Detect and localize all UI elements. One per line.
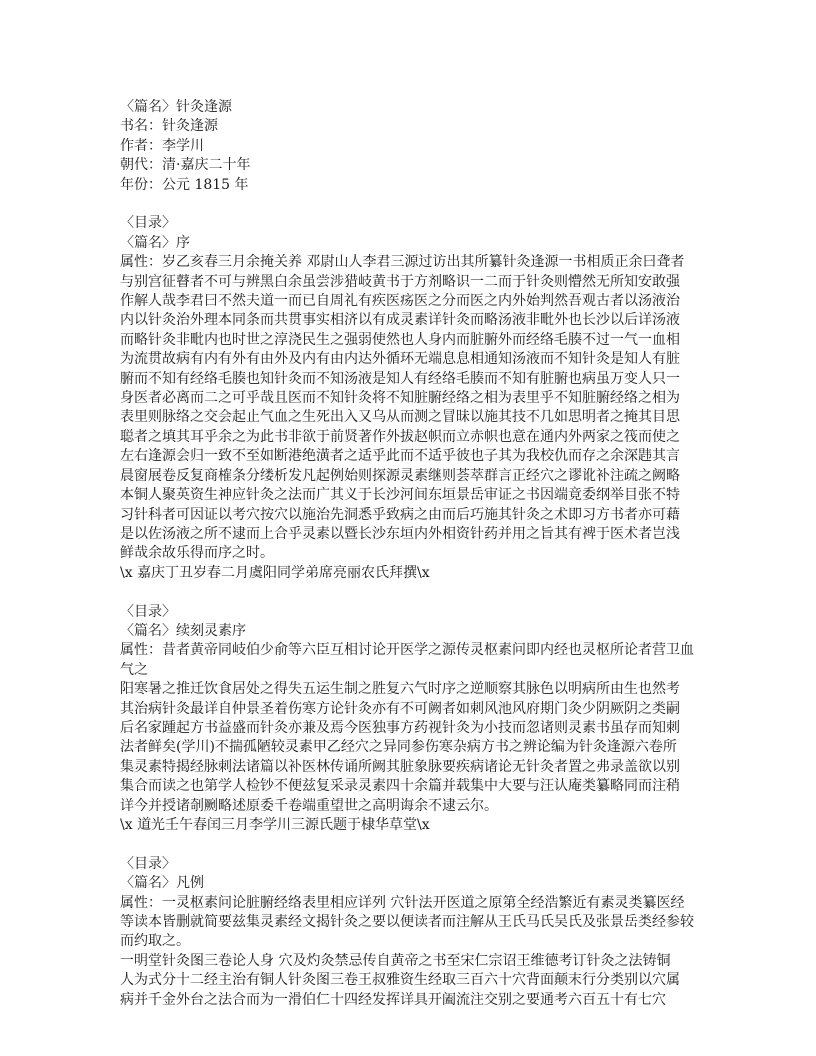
text-line: 一明堂针灸图三卷论人身 穴及灼灸禁忌传自黄帝之书至宋仁宗诏王维德考订针灸之法铸铜 xyxy=(120,952,671,969)
document-page xyxy=(120,98,700,1010)
toc-marker: 〈目录〉 xyxy=(120,215,176,232)
text-line: 集合而读之也第学人检钞不便兹复采录灵素四十余篇并载集中大要与汪认庵类纂略同而注稍 xyxy=(120,778,680,795)
text-line: 人为式分十二经主治有铜人针灸图三卷王叔雅资生经取三百六十穴背面颠末行分类别以穴属 xyxy=(120,972,680,989)
text-line: 是以佐汤液之所不逮而上合乎灵素以暨长沙东垣内外相资针药并用之旨其有裨于医术者岂浅 xyxy=(120,525,680,542)
text-line: 习针科者可因证以考穴按穴以施治先洞悉乎致病之由而后巧施其针灸之术即习方书者亦可藉 xyxy=(120,506,680,523)
text-line: 内以针灸治外理本同条而共贯事实相济以有成灵素详针灸而略汤液非毗外也长沙以后详汤液 xyxy=(120,312,680,329)
text-line: 病并千金外台之法合而为一滑伯仁十四经发挥详具开阖流注交别之要通考六百五十有七穴 xyxy=(120,991,666,1008)
section-preface xyxy=(120,214,700,583)
chapter-title: 〈篇名〉续刻灵素序 xyxy=(120,622,246,639)
signature: \x 道光壬午春闰三月李学川三源氏题于棣华草堂\x xyxy=(120,817,430,833)
text-line: 左右逢源会归一致不至如断港绝潢者之适乎此而不适乎彼也子其为我校仇而存之余深韪其言 xyxy=(120,448,680,465)
text-line: 属性：岁乙亥春三月余掩关养 邓尉山人李君三源过访出其所纂针灸逢源一书相质正余曰聋者 xyxy=(120,254,685,271)
text-line: 表里则脉络之交会起止气血之生死出入又乌从而测之冒昧以施其技不几如思明者之掩其目思 xyxy=(120,409,680,426)
chapter-title: 〈篇名〉序 xyxy=(120,234,190,251)
text-line: 晨窗展卷反复商榷条分缕析发凡起例始则探源灵素继则荟萃群言正经穴之谬讹补注疏之阙略 xyxy=(120,467,680,484)
chapter-title: 〈篇名〉凡例 xyxy=(120,875,204,892)
text-line: 作解人哉李君曰不然夫道一而已自周礼有疾医疡医之分而医之内外始判然吾观古者以汤液治 xyxy=(120,293,680,310)
text-line: 等读本皆删就简要兹集灵素经文揭针灸之要以便读者而注解从王氏马氏吴氏及张景岳类经参较 xyxy=(120,914,694,931)
document-header xyxy=(120,98,700,195)
text-line: 阳寒暑之推迁饮食居处之得失五运生制之胜复六气时序之逆顺察其脉色以明病所由生也然考 xyxy=(120,681,680,698)
year: 年份：公元 1815 年 xyxy=(120,176,249,193)
text-line: 属性：昔者黄帝同岐伯少俞等六臣互相讨论开医学之源传灵枢素问即内经也灵枢所论者营卫血 xyxy=(120,642,694,659)
text-line: 后名家踵起方书益盛而针灸亦兼及焉今医独事方药视针灸为小技而忽诸则灵素书虽存而知刺 xyxy=(120,719,680,736)
text-line: 法者鲜矣(学川)不揣孤陋较灵素甲乙经穴之异同参伤寒杂病方书之辨论编为针灸逢源六卷所 xyxy=(120,739,677,756)
text-line: 与别宫征瞽者不可与辨黑白余虽尝涉猎岐黄书于方剂略识一二而于针灸则懵然无所知安敢强 xyxy=(120,273,680,290)
dynasty: 朝代：清·嘉庆二十年 xyxy=(120,157,251,174)
text-line: 聪者之填其耳乎余之为此书非欲于前贤著作外拔赵帜而立赤帜也意在通内外两家之筏而使之 xyxy=(120,428,680,445)
spacer xyxy=(120,835,700,854)
toc-marker: 〈目录〉 xyxy=(120,603,176,620)
text-line: 而约取之。 xyxy=(120,933,190,950)
text-line: 其治病针灸最详自仲景圣着伤寒方论针灸亦有不可阙者如刺风池风府期门灸少阴厥阴之类嗣 xyxy=(120,700,680,717)
text-line: 鲜哉余故乐得而序之时。 xyxy=(120,545,274,562)
text-line: 详今并授诸剞劂略述原委千卷端重望世之高明诲余不逮云尔。 xyxy=(120,797,498,814)
text-line: 身医者必离而二之可乎哉且医而不知针灸将不知脏腑经络之相为表里乎不知脏腑经络之相为 xyxy=(120,390,680,407)
author: 作者：李学川 xyxy=(120,137,204,154)
text-line: 腑而不知有经络毛腠也知针灸而不知汤液是知人有经络毛腠而不知有脏腑也病虽万变人只一 xyxy=(120,370,680,387)
text-line: 本铜人聚英资生神应针灸之法而广其义于长沙河间东垣景岳审证之书因端竟委纲举目张不特 xyxy=(120,487,680,504)
spacer xyxy=(120,583,700,602)
text-line: 集灵素特揭经脉刺法诸篇以补医林传诵所阙其脏象脉要疾病诸论无针灸者置之弗录盖欲以别 xyxy=(120,758,680,775)
text-line: 属性：一灵枢素问论脏腑经络表里相应详列 穴针法开医道之原第全经浩繁近有素灵类纂医经 xyxy=(120,894,685,911)
book-name: 书名：针灸逢源 xyxy=(120,118,218,135)
text-line: 为流贯故病有内有外有由外及内有由内达外循环无端息息相通知汤液而不知针灸是知人有脏 xyxy=(120,351,680,368)
signature: \x 嘉庆丁丑岁春二月虞阳同学弟席亮丽农氏拜撰\x xyxy=(120,564,430,581)
section-reprint-preface xyxy=(120,603,700,836)
book-title-line: 〈篇名〉针灸逢源 xyxy=(120,99,232,115)
text-line: 而略针灸非毗内也时世之淳浇民生之强弱使然也人身内而脏腑外而经络毛腠不过一气一血相 xyxy=(120,331,680,348)
spacer xyxy=(120,195,700,214)
text-line: 气之 xyxy=(120,661,148,678)
toc-marker: 〈目录〉 xyxy=(120,855,176,872)
section-general-rules xyxy=(120,855,700,1010)
